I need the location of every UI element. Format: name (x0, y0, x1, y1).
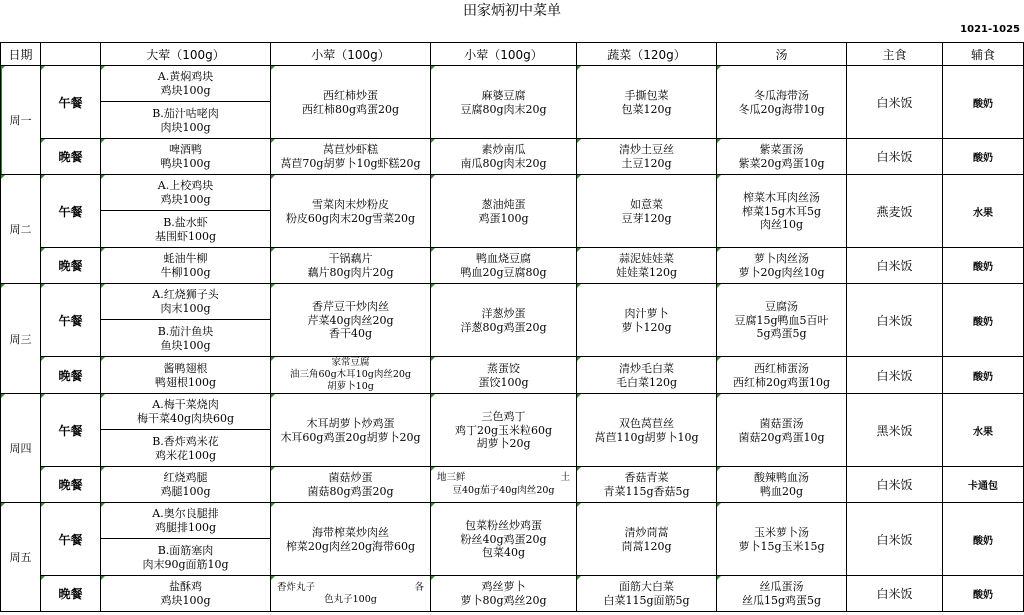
staple-cell[interactable]: 白米饭 (847, 66, 943, 139)
vegetable-line: 如意菜 (630, 197, 663, 211)
small-meat-2-line: 豆腐80g肉末20g (460, 102, 547, 116)
small-meat-1-cell[interactable] (271, 467, 431, 503)
staple-cell[interactable]: 白米饭 (847, 357, 943, 394)
small-meat-1-line: 榨菜20g肉丝20g海带60g (285, 539, 416, 553)
small-meat-2-line: 鸡蛋100g (478, 211, 529, 225)
header-big-meat[interactable]: 大荤（100g） (101, 43, 271, 66)
page-title: 田家炳初中菜单 (463, 3, 561, 19)
big-meat-line: 啤酒鸭 (169, 143, 202, 156)
big-meat-option (101, 394, 270, 430)
soup-cell[interactable] (717, 576, 847, 612)
small-meat-1-line: 雪菜肉末炒粉皮 (312, 197, 389, 211)
small-meat-2-cell[interactable] (431, 467, 577, 503)
side-cell[interactable]: 酸奶 (943, 66, 1024, 139)
soup-line: 玉米萝卜汤 (754, 525, 809, 539)
soup-cell[interactable] (717, 394, 847, 467)
soup-cell[interactable] (717, 357, 847, 394)
small-meat-1-line: 木耳60g鸡蛋20g胡萝卜20g (280, 430, 421, 444)
staple-cell[interactable]: 燕麦饭 (847, 175, 943, 248)
header-small-meat-1[interactable]: 小荤（100g） (271, 43, 431, 66)
big-meat-line: 鸡块100g (160, 84, 211, 97)
big-meat-line: 鸭块100g (160, 157, 211, 170)
soup-line: 紫菜蛋汤 (759, 143, 804, 156)
soup-line: 紫菜20g鸡蛋10g (738, 157, 825, 170)
menu-row-dinner (1, 576, 1024, 612)
big-meat-line: 鸡腿100g (160, 485, 211, 498)
big-meat-line: B.茄汁咕咾肉 (152, 106, 219, 120)
big-meat-cell[interactable] (101, 467, 271, 503)
big-meat-cell[interactable] (101, 394, 271, 467)
small-meat-1-cell[interactable] (271, 284, 431, 357)
small-meat-1-line: 西红柿炒蛋 (323, 88, 378, 102)
vegetable-cell[interactable] (577, 175, 717, 248)
vegetable-line: 双色莴苣丝 (619, 416, 674, 430)
small-meat-1-cell[interactable] (271, 357, 431, 394)
small-meat-2-line: 粉丝40g鸡蛋20g (460, 533, 547, 546)
staple-cell[interactable]: 白米饭 (847, 576, 943, 612)
side-cell[interactable]: 酸奶 (943, 284, 1024, 357)
small-meat-2-line: 葱油炖蛋 (481, 197, 526, 211)
big-meat-line: B.盐水虾 (163, 215, 208, 229)
small-meat-1-cell[interactable] (271, 394, 431, 467)
vegetable-line: 包菜120g (621, 102, 672, 116)
small-meat-1-line: 西红柿80g鸡蛋20g (301, 102, 400, 116)
meal-label[interactable]: 晚餐 (41, 139, 101, 175)
big-meat-cell[interactable] (101, 357, 271, 394)
small-meat-1-line: 芹菜40g肉丝20g (307, 314, 394, 327)
soup-line: 西红柿蛋汤 (754, 361, 809, 375)
vegetable-line: 莴苣110g胡萝卜10g (594, 430, 699, 444)
vegetable-line: 清炒茼蒿 (624, 525, 669, 539)
day-cell[interactable]: 周一 (1, 66, 41, 175)
big-meat-option (101, 539, 270, 575)
vegetable-line: 面筋大白菜 (619, 580, 674, 593)
header-date[interactable]: 日期 (1, 43, 41, 66)
small-meat-1-line: 莴苣70g胡萝卜10g虾糕20g (280, 157, 421, 170)
big-meat-option (101, 211, 270, 247)
small-meat-2-line: 鸡丝萝卜 (481, 580, 526, 593)
big-meat-line: A.上校鸡块 (157, 179, 214, 192)
big-meat-line: B.香炸鸡米花 (152, 434, 219, 448)
small-meat-2-line: 蛋饺100g (478, 375, 529, 389)
soup-cell[interactable] (717, 467, 847, 503)
small-meat-2-line: 洋葱80g鸡蛋20g (460, 320, 547, 334)
staple-cell[interactable]: 白米饭 (847, 467, 943, 503)
side-cell[interactable]: 酸奶 (943, 248, 1024, 284)
big-meat-option (101, 503, 270, 539)
staple-cell[interactable]: 白米饭 (847, 284, 943, 357)
big-meat-cell[interactable] (101, 175, 271, 248)
header-row (1, 43, 1024, 66)
big-meat-line: A.红烧狮子头 (152, 288, 219, 301)
vegetable-line: 青菜115g香菇5g (603, 485, 690, 498)
meal-label[interactable]: 晚餐 (41, 248, 101, 284)
menu-row-lunch (1, 394, 1024, 467)
vegetable-cell[interactable] (577, 576, 717, 612)
meal-label[interactable]: 晚餐 (41, 467, 101, 503)
vegetable-line: 土豆120g (621, 157, 672, 170)
side-cell[interactable]: 卡通包 (943, 467, 1024, 503)
soup-cell[interactable] (717, 284, 847, 357)
menu-row-dinner (1, 467, 1024, 503)
big-meat-line: 鸭翅根100g (154, 375, 217, 389)
soup-line: 豆腐汤 (765, 300, 798, 313)
big-meat-cell[interactable] (101, 139, 271, 175)
small-meat-2-cell[interactable] (431, 284, 577, 357)
menu-row-dinner (1, 357, 1024, 394)
soup-line: 冬瓜海带汤 (754, 88, 809, 102)
big-meat-cell[interactable] (101, 576, 271, 612)
vegetable-line: 豆芽120g (621, 211, 672, 225)
header-vegetable[interactable]: 蔬菜（120g） (577, 43, 717, 66)
staple-cell[interactable]: 白米饭 (847, 503, 943, 576)
big-meat-line: 肉块100g (160, 120, 211, 134)
soup-line: 萝卜肉丝汤 (754, 252, 809, 265)
small-meat-1-line: 家常豆腐 (331, 357, 370, 368)
big-meat-cell[interactable] (101, 503, 271, 576)
small-meat-1-line: 胡萝卜10g (327, 381, 374, 392)
small-meat-1-cell[interactable] (271, 248, 431, 284)
big-meat-line: A.梅干菜烧肉 (152, 398, 219, 411)
small-meat-2-line: 地三鲜 (437, 472, 466, 483)
small-meat-1-line: 莴苣炒虾糕 (323, 143, 378, 156)
small-meat-2-line: 豆40g茄子40g肉丝20g (452, 485, 555, 496)
small-meat-2-line: 萝卜80g鸡丝20g (460, 594, 547, 607)
soup-line: 豆腐15g鸭血5百叶 (734, 314, 829, 327)
small-meat-2-cell[interactable] (431, 503, 577, 576)
header-side[interactable]: 辅食 (943, 43, 1024, 66)
vegetable-line: 清炒土豆丝 (619, 143, 674, 156)
small-meat-1-line: 干锅藕片 (328, 252, 373, 265)
day-cell[interactable]: 周四 (1, 394, 41, 503)
small-meat-2-line: 鸭血20g豆腐80g (460, 266, 547, 279)
soup-cell[interactable] (717, 248, 847, 284)
vegetable-cell[interactable] (577, 248, 717, 284)
small-meat-1-line: 粉皮60g肉末20g雪菜20g (285, 211, 416, 225)
meal-label[interactable]: 午餐 (41, 66, 101, 139)
vegetable-cell[interactable] (577, 503, 717, 576)
vegetable-line: 蒜泥娃娃菜 (619, 252, 674, 265)
small-meat-1-line: 香炸丸子 (277, 581, 316, 593)
small-meat-1-line: 香芹豆干炒肉丝 (312, 300, 389, 313)
small-meat-2-line: 洋葱炒蛋 (481, 306, 526, 320)
big-meat-line: 盐酥鸡 (169, 580, 202, 593)
big-meat-line: 酱鸭翅根 (163, 361, 208, 375)
header-small-meat-2[interactable]: 小荤（100g） (431, 43, 577, 66)
big-meat-line: 鱼块100g (160, 338, 211, 352)
menu-row-dinner (1, 139, 1024, 175)
soup-cell[interactable] (717, 503, 847, 576)
small-meat-1-line: 油三角60g木耳10g肉丝20g (289, 369, 411, 380)
menu-row-lunch (1, 66, 1024, 139)
meal-label[interactable]: 午餐 (41, 394, 101, 467)
meal-label[interactable]: 晚餐 (41, 576, 101, 612)
soup-line: 鸭血20g (759, 485, 804, 498)
small-meat-2-cell[interactable] (431, 139, 577, 175)
side-cell[interactable]: 酸奶 (943, 139, 1024, 175)
big-meat-option (101, 175, 270, 211)
big-meat-option (101, 284, 270, 320)
small-meat-1-line: 菌菇炒蛋 (328, 471, 373, 484)
big-meat-line: 鸡米花100g (154, 448, 217, 462)
small-meat-1-line: 藕片80g肉片20g (307, 266, 394, 279)
day-cell[interactable]: 周三 (1, 284, 41, 394)
small-meat-1-line: 各 (414, 581, 424, 593)
soup-line: 冬瓜20g海带10g (738, 102, 825, 116)
vegetable-line: 白菜115g面筋5g (603, 594, 690, 607)
vegetable-cell[interactable] (577, 284, 717, 357)
small-meat-1-line (271, 582, 430, 594)
soup-line: 菌菇蛋汤 (759, 416, 804, 430)
small-meat-2-line: 三色鸡丁 (481, 410, 526, 423)
small-meat-2-line: 土 (560, 472, 570, 483)
small-meat-1-line: 木耳胡萝卜炒鸡蛋 (306, 416, 395, 430)
big-meat-line: 鸡块100g (160, 193, 211, 206)
big-meat-line: 牛柳100g (160, 266, 211, 279)
soup-line: 5g鸡蛋5g (756, 327, 807, 340)
menu-table (0, 42, 1024, 612)
small-meat-1-line: 色丸子100g (324, 593, 377, 605)
small-meat-2-line: 胡萝卜20g (476, 437, 531, 450)
small-meat-1-cell[interactable] (271, 175, 431, 248)
small-meat-2-line: 麻婆豆腐 (481, 88, 526, 102)
day-cell[interactable]: 周二 (1, 175, 41, 284)
small-meat-2-cell[interactable] (431, 357, 577, 394)
small-meat-2-line: 蒸蛋饺 (487, 361, 520, 375)
soup-line: 萝卜20g肉丝10g (738, 266, 825, 279)
vegetable-cell[interactable] (577, 139, 717, 175)
small-meat-1-cell[interactable] (271, 576, 431, 612)
small-meat-2-cell[interactable] (431, 394, 577, 467)
soup-line: 榨菜木耳肉丝汤 (743, 191, 820, 204)
small-meat-1-line: 菌菇80g鸡蛋20g (307, 485, 394, 498)
vegetable-cell[interactable] (577, 394, 717, 467)
vegetable-line: 肉汁萝卜 (624, 306, 669, 320)
small-meat-1-line: 海带榨菜炒肉丝 (312, 525, 389, 539)
vegetable-line: 手撕包菜 (624, 88, 669, 102)
big-meat-line: B.面筋塞肉 (157, 543, 214, 557)
big-meat-line: 肉末100g (160, 302, 211, 315)
big-meat-line: 红烧鸡腿 (163, 471, 208, 484)
big-meat-line: B.茄汁鱼块 (157, 324, 214, 338)
big-meat-line: 鸡块100g (160, 594, 211, 607)
staple-cell[interactable]: 黑米饭 (847, 394, 943, 467)
big-meat-line: 肉末90g面筋10g (142, 557, 229, 571)
side-cell[interactable]: 酸奶 (943, 576, 1024, 612)
small-meat-2-cell[interactable] (431, 248, 577, 284)
date-range: 1021-1025 (960, 24, 1020, 35)
soup-line: 西红柿20g鸡蛋10g (732, 375, 831, 389)
big-meat-option (101, 66, 270, 102)
vegetable-line: 清炒毛白菜 (619, 361, 674, 375)
soup-line: 菌菇20g鸡蛋10g (738, 430, 825, 444)
vegetable-cell[interactable] (577, 66, 717, 139)
side-cell[interactable]: 酸奶 (943, 357, 1024, 394)
soup-line: 萝卜15g玉米15g (738, 539, 825, 553)
vegetable-line: 萝卜120g (621, 320, 672, 334)
vegetable-cell[interactable] (577, 467, 717, 503)
big-meat-line: 梅干菜40g肉块60g (136, 412, 235, 425)
vegetable-line: 香菇青菜 (624, 471, 669, 484)
header-staple[interactable]: 主食 (847, 43, 943, 66)
small-meat-2-line: 素炒南瓜 (481, 143, 526, 156)
big-meat-line: A.黄焖鸡块 (157, 70, 214, 83)
soup-line: 榨菜15g木耳5g (741, 205, 822, 218)
big-meat-line: 鸡腿排100g (154, 521, 217, 534)
small-meat-2-cell[interactable] (431, 66, 577, 139)
meal-label[interactable]: 午餐 (41, 175, 101, 248)
small-meat-2-line (431, 472, 576, 484)
staple-cell[interactable]: 白米饭 (847, 139, 943, 175)
side-cell[interactable]: 酸奶 (943, 503, 1024, 576)
small-meat-1-line: 香干40g (328, 327, 373, 340)
side-cell[interactable]: 水果 (943, 175, 1024, 248)
small-meat-1-cell[interactable] (271, 503, 431, 576)
meal-label[interactable]: 晚餐 (41, 357, 101, 394)
soup-line: 丝瓜蛋汤 (759, 580, 804, 593)
menu-row-lunch (1, 175, 1024, 248)
big-meat-option (101, 430, 270, 466)
small-meat-1-cell[interactable] (271, 139, 431, 175)
small-meat-2-line: 包菜40g (481, 546, 526, 559)
header-soup[interactable]: 汤 (717, 43, 847, 66)
menu-row-lunch (1, 284, 1024, 357)
meal-label[interactable]: 午餐 (41, 284, 101, 357)
soup-cell[interactable] (717, 175, 847, 248)
big-meat-cell[interactable] (101, 248, 271, 284)
staple-cell[interactable]: 白米饭 (847, 248, 943, 284)
menu-row-lunch (1, 503, 1024, 576)
big-meat-line: 蚝油牛柳 (163, 252, 208, 265)
vegetable-cell[interactable] (577, 357, 717, 394)
small-meat-2-line: 鸡丁20g玉米粒60g (454, 424, 553, 437)
header-meal[interactable] (41, 43, 101, 66)
small-meat-2-cell[interactable] (431, 576, 577, 612)
big-meat-cell[interactable] (101, 284, 271, 357)
vegetable-line: 茼蒿120g (621, 539, 672, 553)
big-meat-line: A.奥尔良腿排 (152, 507, 219, 520)
small-meat-2-cell[interactable] (431, 175, 577, 248)
big-meat-option (101, 102, 270, 138)
day-cell[interactable]: 周五 (1, 503, 41, 612)
soup-line: 酸辣鸭血汤 (754, 471, 809, 484)
small-meat-1-cell[interactable] (271, 66, 431, 139)
menu-row-dinner (1, 248, 1024, 284)
soup-line: 肉丝10g (759, 218, 804, 231)
meal-label[interactable]: 午餐 (41, 503, 101, 576)
soup-line: 丝瓜15g鸡蛋5g (741, 594, 822, 607)
small-meat-2-line: 包菜粉丝炒鸡蛋 (465, 519, 542, 532)
big-meat-option (101, 320, 270, 356)
big-meat-line: 基围虾100g (154, 229, 217, 243)
soup-cell[interactable] (717, 66, 847, 139)
vegetable-line: 娃娃菜120g (615, 266, 678, 279)
side-cell[interactable]: 水果 (943, 394, 1024, 467)
soup-cell[interactable] (717, 139, 847, 175)
vegetable-line: 毛白菜120g (615, 375, 678, 389)
big-meat-cell[interactable] (101, 66, 271, 139)
small-meat-2-line: 南瓜80g肉末20g (460, 157, 547, 170)
small-meat-2-line: 鸭血烧豆腐 (476, 252, 531, 265)
